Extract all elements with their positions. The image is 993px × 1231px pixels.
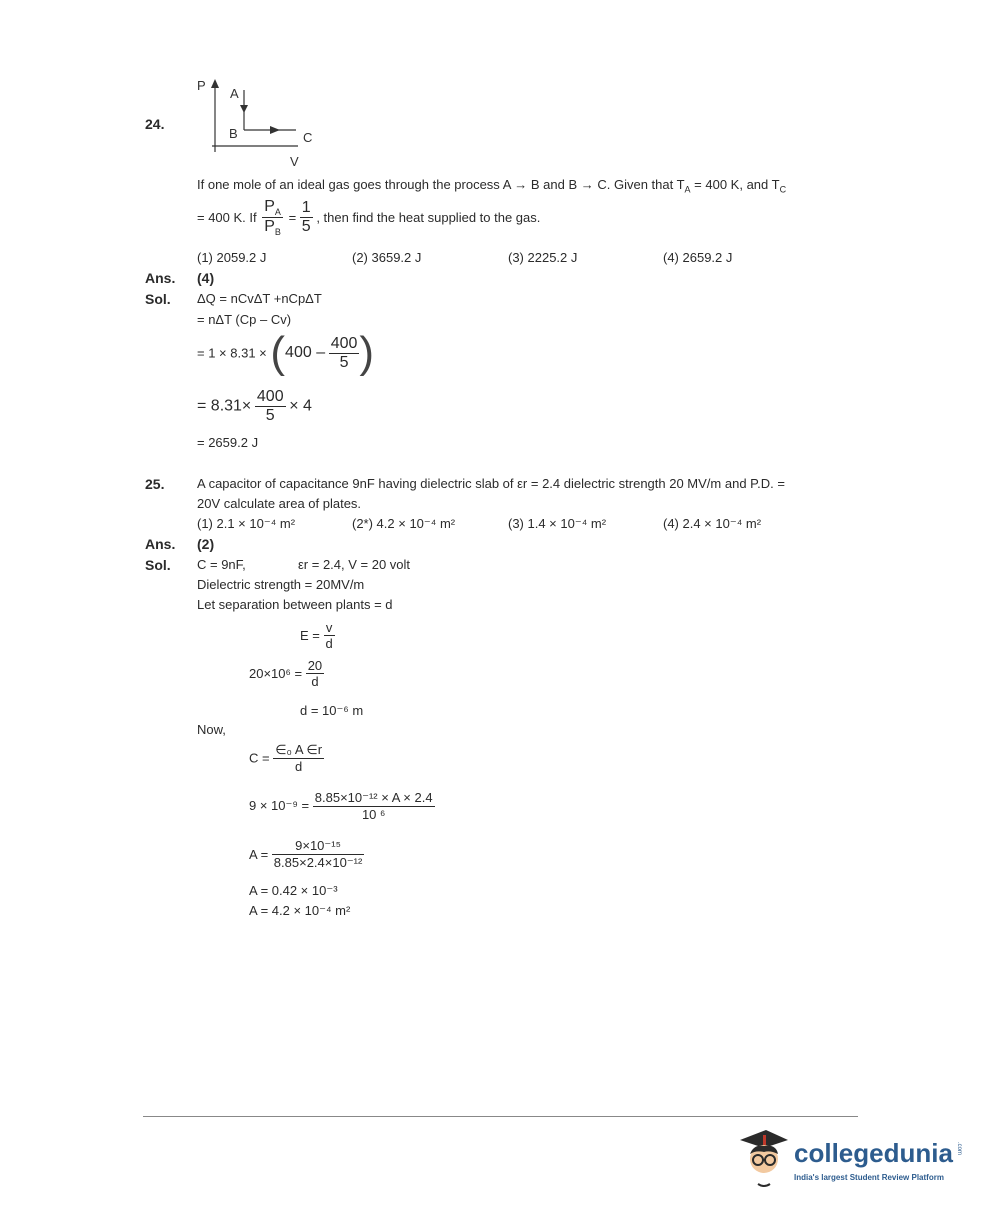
question-number: 24. [145, 116, 165, 132]
solution-label: Sol. [145, 291, 171, 307]
solution-line: = 8.31× $\frac{400}{5}$ × 4 [197, 388, 312, 424]
question-text-line1: If one mole of an ideal gas goes through the process A → B and B → C. Given that $T_A = 400$ K, and $T_C$ [197, 177, 787, 195]
solution-line: d = 10⁻⁶ m [300, 703, 364, 718]
brand-name: collegedunia [794, 1138, 953, 1168]
question-text-line2: 20V calculate area of plates. [197, 496, 362, 511]
question-text-line1: A capacitor of capacitance 9nF having dielectric slab of εr = 2.4 dielectric strength 20 MV/m and P.D. = [197, 476, 785, 491]
solution-line: A = 0.42 × 10⁻³ [249, 883, 338, 898]
fraction: $\frac{20}{d}$ [307, 658, 323, 689]
option-3: (3) 2225.2 J [508, 250, 578, 265]
fraction: $\frac{400}{5}$ [256, 388, 284, 424]
fraction: $\frac{400}{5}$ [330, 334, 358, 371]
option-2: (2) 3659.2 J [352, 250, 422, 265]
equation-substitution: 9 × 10⁻⁹ = $\frac{\text{8.85×10⁻¹² × A × 2.4}}{\text{10 ⁶}}$ [249, 790, 433, 822]
answer-label: Ans. [145, 270, 176, 286]
answer-label: Ans. [145, 536, 176, 552]
solution-line: = 1 × 8.31 × (400 – $\frac{400}{5}$ ) [197, 328, 375, 377]
option-3: (3) 1.4 × 10⁻⁴ m² [508, 516, 607, 531]
fraction: $\frac{v}{d}$ [325, 620, 333, 651]
fraction: $\frac{\text{9×10⁻¹⁵}}{\text{8.85×2.4×10⁻¹²}}$ [273, 838, 363, 870]
equation-capacitance: C = $\frac{\text{∈₀ A ∈r}}{d}$ [249, 742, 323, 774]
point-b-label: B [229, 126, 238, 141]
question-text-line2: = 400 K. If $\frac{P_A}{P_B}$ = $\frac{1}{5}$ , then find the heat supplied to the gas. [197, 198, 541, 238]
point-c-label: C [303, 130, 313, 145]
axis-label-v: V [290, 154, 299, 169]
fraction: $\frac{\text{∈₀ A ∈r}}{d}$ [275, 742, 323, 774]
equation-area: A = $\frac{\text{9×10⁻¹⁵}}{\text{8.85×2.4×10⁻¹²}}$ [249, 838, 363, 870]
option-1: (1) 2.1 × 10⁻⁴ m² [197, 516, 296, 531]
solution-line: C = 9nF, [197, 557, 246, 572]
equation-field: 20×10⁶ = $\frac{20}{d}$ [249, 658, 323, 689]
answer-value: (2) [197, 536, 215, 552]
mascot-icon [736, 1126, 792, 1192]
pv-diagram [190, 74, 330, 170]
solution-line: Let separation between plants = d [197, 597, 393, 612]
answer-value: (4) [197, 270, 215, 286]
solution-result: = 2659.2 J [197, 435, 259, 450]
solution-line: εr = 2.4, V = 20 volt [298, 557, 411, 572]
collegedunia-logo [736, 1126, 966, 1196]
point-a-label: A [230, 86, 239, 101]
brand-tagline: India's largest Student Review Platform [794, 1173, 944, 1182]
option-4: (4) 2659.2 J [663, 250, 733, 265]
solution-line: ΔQ = nCvΔT +nCpΔT [197, 291, 322, 306]
solution-line: Now, [197, 722, 226, 737]
footer-divider [143, 1116, 858, 1117]
solution-label: Sol. [145, 557, 171, 573]
solution-result: A = 4.2 × 10⁻⁴ m² [249, 903, 351, 918]
axis-label-p: P [197, 78, 206, 93]
option-1: (1) 2059.2 J [197, 250, 267, 265]
question-number: 25. [145, 476, 165, 492]
option-4: (4) 2.4 × 10⁻⁴ m² [663, 516, 762, 531]
solution-line: Dielectric strength = 20MV/m [197, 577, 365, 592]
fraction: $\frac{\text{8.85×10⁻¹² × A × 2.4}}{\text{10 ⁶}}$ [314, 790, 433, 822]
option-2: (2*) 4.2 × 10⁻⁴ m² [352, 516, 456, 531]
brand-domain: .com [956, 1142, 962, 1156]
equation-e: E = $\frac{v}{d}$ [300, 620, 333, 651]
ratio-value: $\frac{1}{5}$ [301, 199, 311, 236]
pressure-ratio: $\frac{P_A}{P_B}$ [264, 198, 281, 238]
solution-line: = nΔT (Cp – Cv) [197, 312, 292, 327]
